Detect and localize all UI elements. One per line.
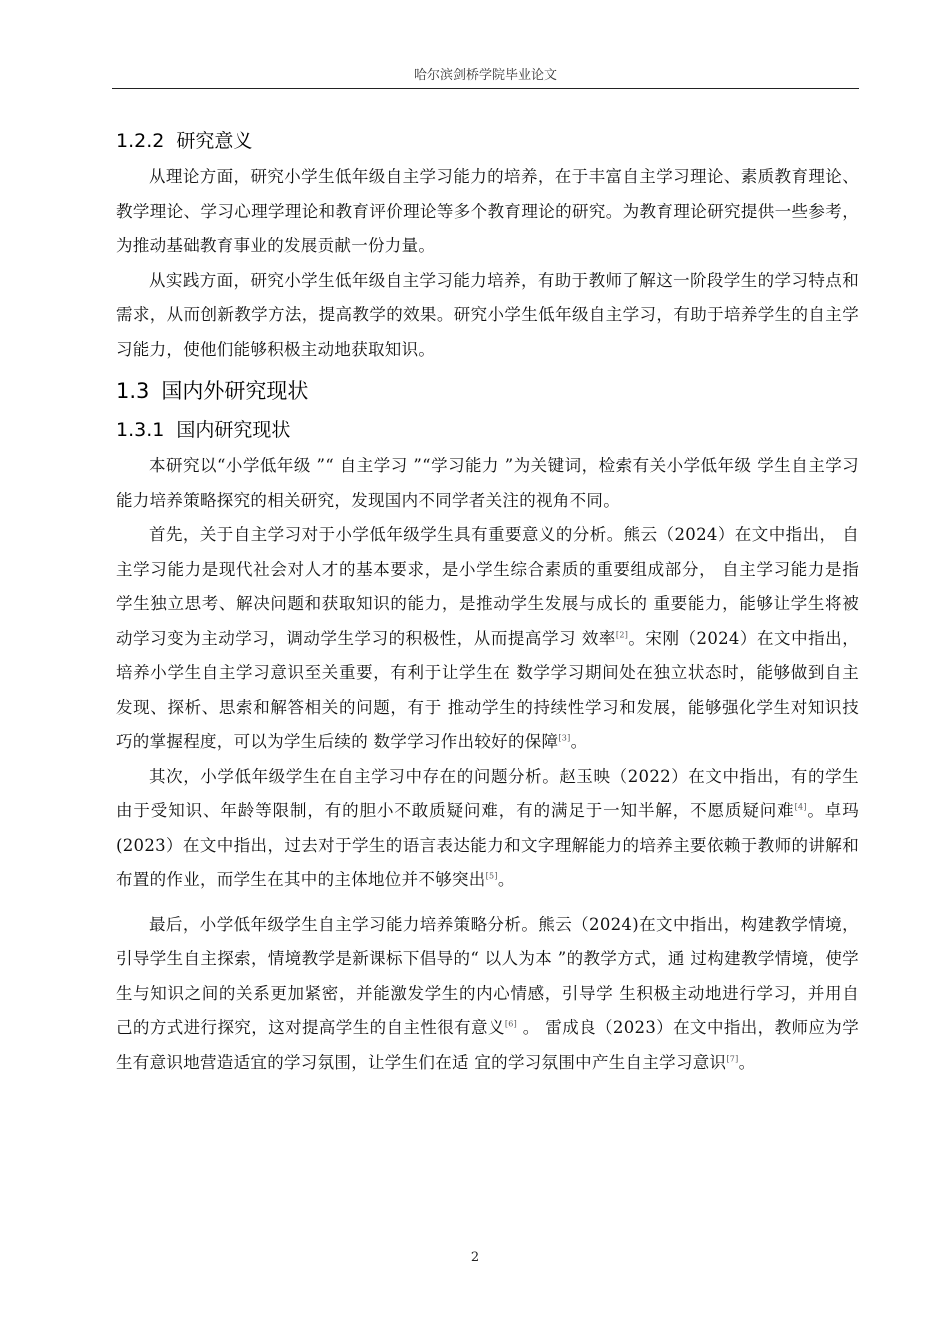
text-run: 。卓玛(2023）在文中指出，过去对于学生的语言表达能力和文字理解能力的培养主要依赖于教师的讲解和布置的作业，而学生在其中的主体地位并不够突出: [116, 801, 859, 889]
paragraph-practice: 从实践方面，研究小学生低年级自主学习能力培养，有助于教师了解这一阶段学生的学习特点和需求，从而创新教学方法，提高教学的效果。研究小学生低年级自主学习，有助于培养学生的自主学习能力，使他们能够积极主动地获取知识。: [116, 270, 859, 359]
header-title: 哈尔滨剑桥学院毕业论文: [413, 68, 557, 83]
section-title: 国内研究现状: [176, 419, 291, 441]
section-heading-1-3: [116, 375, 859, 407]
page-header: [112, 60, 859, 89]
paragraph-theory: 从理论方面，研究小学生低年级自主学习能力的培养，在于丰富自主学习理论、素质教育理论、教学理论、学习心理学理论和教育评价理论等多个教育理论的研究。为教育理论研究提供一些参考，为推动基础教育事业的发展贡献一份力量。: [116, 167, 859, 255]
text-run: 其次，小学低年级学生在自主学习中存在的问题分析。赵玉映（2022）在文中指出，有的学生由于受知识、年龄等限制，有的胆小不敢质疑问难，有的满足于一知半解，不愿质疑问难: [116, 766, 859, 820]
paragraph-strategies: [116, 908, 859, 1081]
citation-ref: [6]: [504, 1019, 518, 1029]
section-number: 1.2.2: [116, 130, 165, 152]
text-run: 首先，关于自主学习对于小学低年级学生具有重要意义的分析。熊云（2024）在文中指出， 自主学习能力是现代社会对人才的基本要求，是小学生综合素质的重要组成部分， 自主学习能力是指学生独立思考、解决问题和获取知识的能力，是推动学生发展与成长的 重要能力，能够让学生将被动学习变为主动学习，调动学生学习的积极性，从而提高学习 效率: [116, 525, 859, 648]
section-title: 研究意义: [176, 130, 253, 152]
citation-ref: [7]: [726, 1054, 739, 1063]
text-run: 最后，小学低年级学生自主学习能力培养策略分析。熊云（2024)在文中指出，构建教学情境，引导学生自主探索，情境教学是新课标下倡导的“ 以人为本 ”的教学方式，通 过构建教学情境，使学生与知识之间的关系更加紧密，并能激发学生的内心情感，引导学 生积极主动地进行学习，并用自己的方式进行探究，这对提高学生的自主性很有意义: [116, 914, 859, 1037]
text-run: 。: [497, 870, 515, 889]
text-run: 。 雷成良（2023）在文中指出，教师应为学生有意识地营造适宜的学习氛围，让学生们在适 宜的学习氛围中产生自主学习意识: [116, 1018, 859, 1072]
citation-ref: [3]: [558, 733, 571, 743]
page-number: 2: [470, 1250, 480, 1265]
section-title: 国内外研究现状: [161, 379, 309, 403]
section-number: 1.3.1: [116, 419, 165, 441]
text-run: 。: [570, 732, 588, 751]
section-heading-1-2-2: [116, 126, 859, 156]
citation-ref: [2]: [615, 630, 629, 639]
paper-body: [116, 126, 859, 1080]
paragraph-problems: [116, 760, 859, 898]
citation-ref: [5]: [485, 871, 498, 881]
paragraph-keywords: 本研究以“小学低年级 ”“ 自主学习 ”“学习能力 ”为关键词，检索有关小学低年级 学生自主学习能力培养策略探究的相关研究，发现国内不同学者关注的视角不同。: [116, 456, 859, 510]
section-heading-1-3-1: [116, 415, 859, 445]
citation-ref: [4]: [794, 802, 807, 812]
paragraph-importance: [116, 518, 859, 760]
text-run: 。宋刚（2024）在文中指出，培养小学生自主学习意识至关重要，有利于让学生在 数学学习期间处在独立状态时，能够做到自主发现、探析、思索和解答相关的问题，有于 推动学生的持续性学习和发展，能够强化学生对知识技巧的掌握程度，可以为学生后续的 数学学习作出较好的保障: [116, 628, 859, 751]
section-number: 1.3: [116, 379, 150, 403]
text-run: 。: [738, 1052, 756, 1072]
